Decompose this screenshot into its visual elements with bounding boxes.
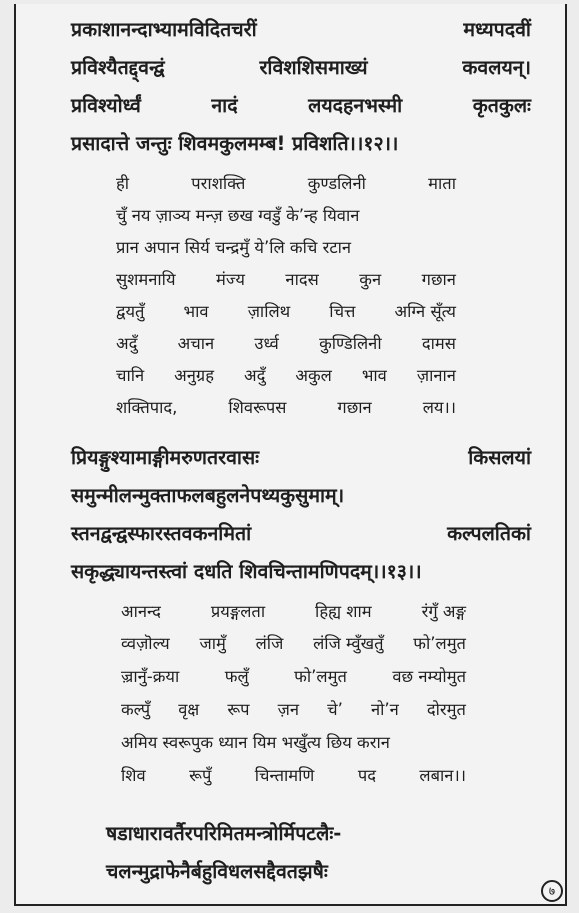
text-segment: मंज्य bbox=[216, 270, 245, 289]
text-segment: रूपुँ bbox=[189, 766, 212, 785]
text-segment: अमिय स्वरूपुक ध्यान यिम भखुँत्य छिय करान bbox=[121, 733, 390, 752]
text-segment: उर्ध्व bbox=[254, 334, 279, 353]
text-segment: कल्पलतिकां bbox=[447, 522, 531, 545]
text-segment: लबान।। bbox=[419, 766, 466, 785]
translation12-line bbox=[116, 400, 456, 417]
verse12-line bbox=[71, 20, 531, 40]
text-segment: चित्त bbox=[329, 302, 356, 321]
verse12-line bbox=[71, 134, 398, 154]
text-segment: फलुँ bbox=[224, 667, 249, 686]
text-segment: माता bbox=[428, 174, 456, 193]
text-segment: नादं bbox=[211, 94, 238, 117]
text-segment: प्रविश्यैतद्द्वन्द्वं bbox=[71, 56, 165, 79]
translation13-line bbox=[121, 702, 466, 719]
text-segment: ज़ानान bbox=[416, 366, 456, 385]
text-segment: ही bbox=[116, 174, 130, 193]
text-segment: प्रियङ्गुश्यामाङ्गीमरुणतरवासः bbox=[71, 446, 260, 469]
text-segment: पराशक्ति bbox=[191, 174, 246, 193]
text-segment: अग्नि सूँत्य bbox=[394, 302, 456, 321]
text-segment: ज़न bbox=[277, 700, 300, 719]
translation13-line bbox=[121, 604, 466, 621]
text-segment: समुन्मीलन्मुक्ताफलबहुलनेपथ्यकुसुमाम्। bbox=[71, 484, 345, 507]
text-segment: रविशशिसमाख्यं bbox=[259, 56, 368, 79]
text-segment: अदुँ bbox=[244, 366, 266, 385]
verse13-line bbox=[71, 486, 344, 506]
text-segment: गछान bbox=[337, 398, 372, 417]
text-segment: दामस bbox=[421, 334, 456, 353]
text-segment: लय।। bbox=[422, 398, 456, 417]
text-segment: कुण्डिलिनी bbox=[319, 334, 382, 353]
text-segment: अकुल bbox=[295, 366, 332, 385]
translation12-line bbox=[116, 240, 351, 257]
text-segment: चलन्मुद्राफेनैर्बहुविधलसद्दैवतझषैः bbox=[106, 860, 328, 883]
translation12-line bbox=[116, 336, 456, 353]
translation13-line bbox=[121, 735, 390, 752]
text-segment: अदुँ bbox=[116, 334, 138, 353]
translation13-line bbox=[121, 768, 466, 785]
verse12-line bbox=[71, 96, 531, 116]
text-segment: चिन्तामणि bbox=[254, 766, 315, 785]
text-segment: अचान bbox=[177, 334, 215, 353]
text-segment: चानि bbox=[116, 366, 145, 385]
text-segment: शिव bbox=[121, 766, 146, 785]
text-segment: नो’न bbox=[370, 700, 399, 719]
text-segment: रंगुँ अङ्ग bbox=[421, 602, 466, 621]
text-segment: चे’ bbox=[327, 700, 343, 719]
text-segment: चुँ नय ज़ाञ्य मन्ज़ छख ग्वडुँ के’न्ह यिवान bbox=[116, 206, 360, 225]
text-segment: मध्यपदवीं bbox=[463, 18, 531, 41]
verse13-line bbox=[71, 524, 531, 544]
text-segment: फो’लमुत bbox=[413, 634, 466, 653]
translation12-line bbox=[116, 304, 456, 321]
verse13-line bbox=[71, 448, 531, 468]
text-segment: कल्पुँ bbox=[121, 700, 151, 719]
text-segment: सकृद्ध्यायन्तस्त्वां दधति शिवचिन्तामणिपदम्।।१३।। bbox=[71, 560, 422, 583]
text-segment: भाव bbox=[183, 302, 209, 321]
translation12-line bbox=[116, 208, 359, 225]
text-segment: कवलयन्। bbox=[462, 56, 531, 79]
text-segment: लयदहनभस्मी bbox=[308, 94, 403, 117]
text-segment: प्रकाशानन्दाभ्यामविदितचरीं bbox=[71, 18, 257, 41]
text-segment: द्वयतुँ bbox=[116, 302, 145, 321]
verse14-line bbox=[106, 862, 328, 882]
verse14-line bbox=[106, 824, 341, 844]
text-segment: लंजि bbox=[255, 634, 284, 653]
text-segment: प्रयङ्गलता bbox=[210, 602, 266, 621]
text-segment: रूप bbox=[227, 700, 250, 719]
text-segment: किसलयां bbox=[468, 446, 531, 469]
translation12-line bbox=[116, 368, 456, 385]
text-segment: कृतकुलः bbox=[472, 94, 531, 117]
verse13-line bbox=[71, 562, 422, 582]
translation13-line bbox=[121, 669, 466, 686]
text-segment: ज़ालिथ bbox=[247, 302, 291, 321]
text-segment: वृक्ष bbox=[178, 700, 200, 719]
text-segment: गछान bbox=[421, 270, 456, 289]
text-segment: दोरमुत bbox=[426, 700, 466, 719]
text-segment: लंजि म्वुँखतुँ bbox=[313, 634, 384, 653]
text-segment: जामुँ bbox=[199, 634, 226, 653]
text-segment: भाव bbox=[361, 366, 387, 385]
text-segment: व्वज़ॊल्य bbox=[121, 634, 170, 653]
text-segment: हिह्य शाम bbox=[315, 602, 372, 621]
text-segment: स्तनद्वन्द्वस्फारस्तवकनमितां bbox=[71, 522, 252, 545]
text-segment: षडाधारावर्तैरपरिमितमन्त्रोर्मिपटलैः- bbox=[106, 822, 342, 845]
translation12-line bbox=[116, 272, 456, 289]
text-segment: आनन्द bbox=[121, 602, 161, 621]
text-segment: अनुग्रह bbox=[174, 366, 215, 385]
page-number: ७ bbox=[541, 880, 563, 902]
text-segment: नादस bbox=[285, 270, 319, 289]
text-segment: सुशमनायि bbox=[116, 270, 176, 289]
text-segment: शक्तिपाद, bbox=[116, 398, 178, 417]
text-segment: प्रविश्योर्ध्वं bbox=[71, 94, 141, 117]
text-segment: कुन bbox=[359, 270, 382, 289]
verse12-line bbox=[71, 58, 531, 78]
text-segment: वछ नम्योमुत bbox=[392, 667, 466, 686]
text-segment: कुण्डलिनी bbox=[307, 174, 366, 193]
book-page bbox=[14, 4, 567, 906]
text-segment: पद bbox=[357, 766, 376, 785]
translation13-line bbox=[121, 636, 466, 653]
text-segment: ज़्रानुँ-क्रया bbox=[121, 667, 180, 686]
text-segment: प्रसादात्ते जन्तुः शिवमकुलमम्ब! प्रविशति।।१२।। bbox=[71, 132, 399, 155]
text-segment: प्रान अपान सिर्य चन्द्रमुँ ये’लि कचि रटान bbox=[116, 238, 352, 257]
text-segment: शिवरूपस bbox=[228, 398, 287, 417]
text-segment: फो’लमुत bbox=[294, 667, 347, 686]
translation12-line bbox=[116, 176, 456, 193]
